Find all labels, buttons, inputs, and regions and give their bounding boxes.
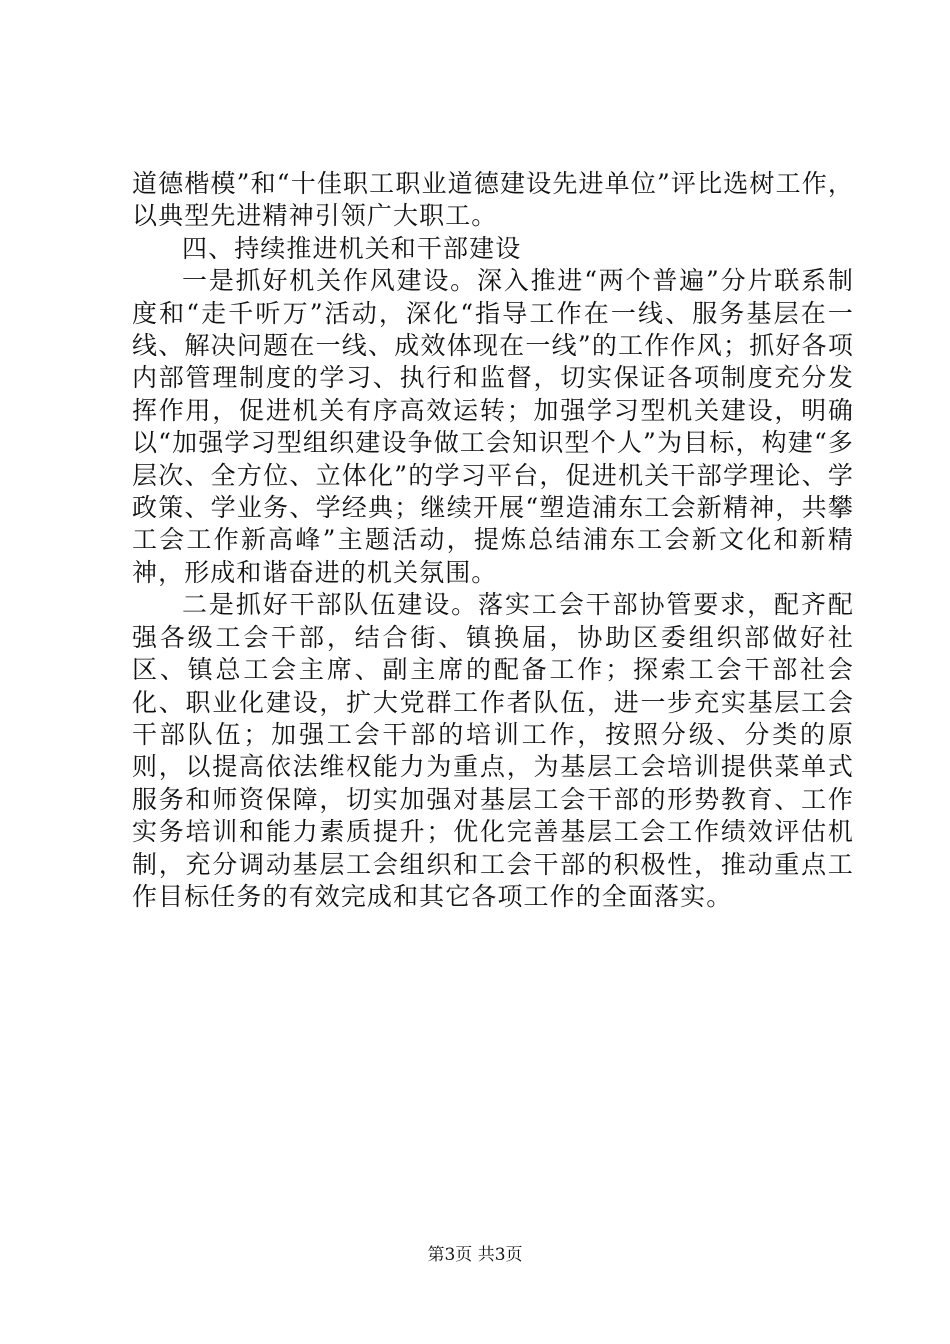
section-heading: 四、持续推进机关和干部建设 bbox=[182, 233, 522, 263]
paragraph-item-1: 一是抓好机关作风建设。深入推进“两个普遍”分片联系制度和“走千听万”活动，深化“指导工作在一线、服务基层在一线、解决问题在一线、成效体现在一线”的工作作风；抓好各项内部管理制度的学习、执行和监督，切实保证各项制度充分发挥作用，促进机关有序高效运转；加强学习型机关建设，明确以“加强学习型组织建设争做工会知识型个人”为目标，构建“多层次、全方位、立体化”的学习平台，促进机关干部学理论、学政策、学业务、学经典；继续开展“塑造浦东工会新精神，共攀工会工作新高峰”主题活动，提炼总结浦东工会新文化和新精神，形成和谐奋进的机关氛围。 bbox=[132, 266, 854, 587]
paragraph-continuation: 道德楷模”和“十佳职工职业道德建设先进单位”评比选树工作，以典型先进精神引领广大职工。 bbox=[132, 169, 854, 231]
paragraph-item-2: 二是抓好干部队伍建设。落实工会干部协管要求，配齐配强各级工会干部，结合街、镇换届，协助区委组织部做好社区、镇总工会主席、副主席的配备工作；探索工会干部社会化、职业化建设，扩大党群工作者队伍，进一步充实基层工会干部队伍；加强工会干部的培训工作，按照分级、分类的原则，以提高依法维权能力为重点，为基层工会培训提供菜单式服务和师资保障，切实加强对基层工会干部的形势教育、工作实务培训和能力素质提升；优化完善基层工会工作绩效评估机制，充分调动基层工会组织和工会干部的积极性，推动重点工作目标任务的有效完成和其它各项工作的全面落实。 bbox=[132, 590, 854, 911]
page-number-footer: 第3页 共3页 bbox=[427, 1245, 523, 1265]
document-body bbox=[132, 168, 854, 913]
